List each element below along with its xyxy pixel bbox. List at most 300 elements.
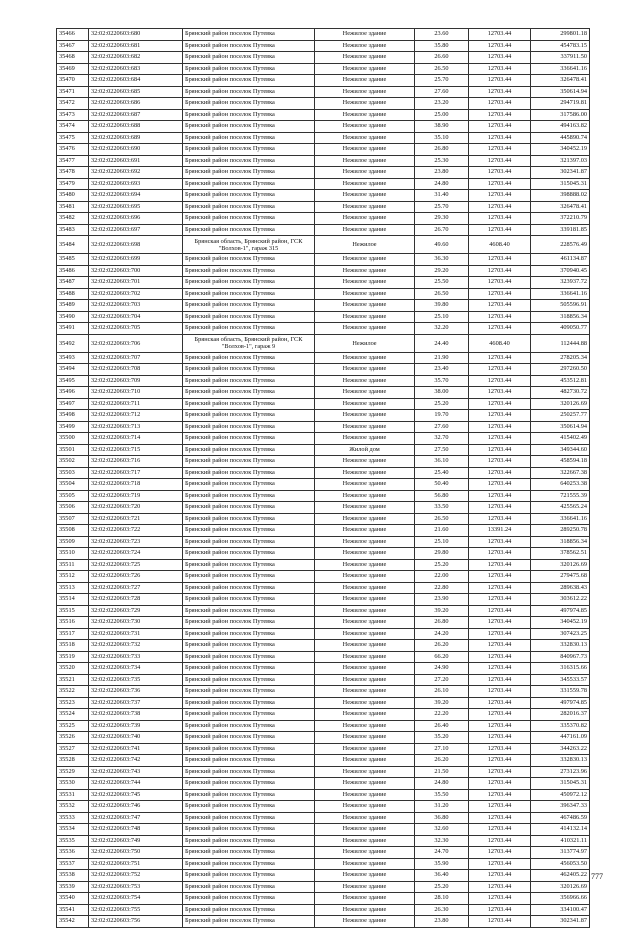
address-cell: Брянский район поселок Путевка xyxy=(183,789,315,801)
address-cell: Брянский район поселок Путевка xyxy=(183,375,315,387)
area-cell: 19.70 xyxy=(415,410,469,422)
object-type-cell: Нежилое здание xyxy=(315,364,415,376)
unit-value-cell: 12703.44 xyxy=(469,674,531,686)
object-type-cell: Нежилое здание xyxy=(315,132,415,144)
cadastral-value-cell: 640253.38 xyxy=(531,479,590,491)
row-number-cell: 35470 xyxy=(57,75,89,87)
cadastral-number-cell: 32:02:0220603:731 xyxy=(89,628,183,640)
row-number-cell: 35530 xyxy=(57,778,89,790)
unit-value-cell: 12703.44 xyxy=(469,98,531,110)
area-cell: 24.90 xyxy=(415,663,469,675)
cadastral-number-cell: 32:02:0220603:746 xyxy=(89,801,183,813)
cadastral-value-cell: 494163.82 xyxy=(531,121,590,133)
cadastral-number-cell: 32:02:0220603:730 xyxy=(89,617,183,629)
cadastral-value-cell: 320126.69 xyxy=(531,398,590,410)
address-cell: Брянский район поселок Путевка xyxy=(183,582,315,594)
unit-value-cell: 12703.44 xyxy=(469,605,531,617)
object-type-cell: Нежилое здание xyxy=(315,732,415,744)
address-cell: Брянский район поселок Путевка xyxy=(183,352,315,364)
area-cell: 32.20 xyxy=(415,323,469,335)
table-row xyxy=(57,433,590,445)
object-type-cell: Нежилое здание xyxy=(315,513,415,525)
row-number-cell: 35478 xyxy=(57,167,89,179)
table-row xyxy=(57,213,590,225)
table-row xyxy=(57,571,590,583)
object-type-cell: Нежилое здание xyxy=(315,398,415,410)
cadastral-value-cell: 350614.94 xyxy=(531,421,590,433)
address-cell: Брянский район поселок Путевка xyxy=(183,178,315,190)
address-cell: Брянский район поселок Путевка xyxy=(183,778,315,790)
object-type-cell: Нежилое здание xyxy=(315,190,415,202)
row-number-cell: 35523 xyxy=(57,697,89,709)
cadastral-value-cell: 445890.74 xyxy=(531,132,590,144)
table-row xyxy=(57,288,590,300)
address-cell: Брянский район поселок Путевка xyxy=(183,559,315,571)
cadastral-value-cell: 279475.68 xyxy=(531,571,590,583)
table-row xyxy=(57,858,590,870)
object-type-cell: Нежилое здание xyxy=(315,697,415,709)
table-row xyxy=(57,364,590,376)
area-cell: 24.20 xyxy=(415,628,469,640)
row-number-cell: 35472 xyxy=(57,98,89,110)
row-number-cell: 35538 xyxy=(57,870,89,882)
cadastral-value-cell: 378562.51 xyxy=(531,548,590,560)
cadastral-value-cell: 320126.69 xyxy=(531,559,590,571)
address-cell: Брянский район поселок Путевка xyxy=(183,288,315,300)
cadastral-value-table xyxy=(56,28,590,928)
unit-value-cell: 12703.44 xyxy=(469,213,531,225)
cadastral-number-cell: 32:02:0220603:743 xyxy=(89,766,183,778)
object-type-cell: Нежилое здание xyxy=(315,766,415,778)
cadastral-value-cell: 273123.96 xyxy=(531,766,590,778)
row-number-cell: 35504 xyxy=(57,479,89,491)
unit-value-cell: 12703.44 xyxy=(469,686,531,698)
table-row xyxy=(57,121,590,133)
cadastral-value-cell: 335370.82 xyxy=(531,720,590,732)
unit-value-cell: 12703.44 xyxy=(469,132,531,144)
table-row xyxy=(57,847,590,859)
unit-value-cell: 12703.44 xyxy=(469,881,531,893)
table-row xyxy=(57,178,590,190)
cadastral-value-cell: 313774.97 xyxy=(531,847,590,859)
cadastral-value-cell: 322667.38 xyxy=(531,467,590,479)
address-cell: Брянский район поселок Путевка xyxy=(183,201,315,213)
object-type-cell: Нежилое xyxy=(315,334,415,352)
cadastral-value-cell: 344263.22 xyxy=(531,743,590,755)
area-cell: 22.80 xyxy=(415,582,469,594)
row-number-cell: 35525 xyxy=(57,720,89,732)
table-row xyxy=(57,778,590,790)
area-cell: 26.40 xyxy=(415,720,469,732)
cadastral-value-cell: 299801.18 xyxy=(531,29,590,41)
area-cell: 56.80 xyxy=(415,490,469,502)
unit-value-cell: 12703.44 xyxy=(469,617,531,629)
object-type-cell: Нежилое здание xyxy=(315,628,415,640)
area-cell: 39.20 xyxy=(415,605,469,617)
object-type-cell: Нежилое xyxy=(315,236,415,254)
cadastral-value-cell: 250257.77 xyxy=(531,410,590,422)
cadastral-value-cell: 317586.00 xyxy=(531,109,590,121)
table-row xyxy=(57,311,590,323)
object-type-cell: Нежилое здание xyxy=(315,582,415,594)
cadastral-number-cell: 32:02:0220603:708 xyxy=(89,364,183,376)
address-cell: Брянский район поселок Путевка xyxy=(183,29,315,41)
area-cell: 31.20 xyxy=(415,801,469,813)
cadastral-number-cell: 32:02:0220603:722 xyxy=(89,525,183,537)
address-cell: Брянский район поселок Путевка xyxy=(183,893,315,905)
table-row xyxy=(57,640,590,652)
row-number-cell: 35537 xyxy=(57,858,89,870)
unit-value-cell: 12703.44 xyxy=(469,628,531,640)
object-type-cell: Нежилое здание xyxy=(315,277,415,289)
row-number-cell: 35535 xyxy=(57,835,89,847)
object-type-cell: Нежилое здание xyxy=(315,916,415,928)
cadastral-number-cell: 32:02:0220603:695 xyxy=(89,201,183,213)
cadastral-number-cell: 32:02:0220603:705 xyxy=(89,323,183,335)
unit-value-cell: 12703.44 xyxy=(469,732,531,744)
table-row xyxy=(57,190,590,202)
cadastral-number-cell: 32:02:0220603:700 xyxy=(89,265,183,277)
cadastral-value-cell: 497974.85 xyxy=(531,697,590,709)
row-number-cell: 35496 xyxy=(57,387,89,399)
cadastral-value-cell: 349344.60 xyxy=(531,444,590,456)
object-type-cell: Нежилое здание xyxy=(315,86,415,98)
address-cell: Брянский район поселок Путевка xyxy=(183,132,315,144)
address-cell: Брянский район поселок Путевка xyxy=(183,144,315,156)
unit-value-cell: 12703.44 xyxy=(469,720,531,732)
object-type-cell: Нежилое здание xyxy=(315,525,415,537)
cadastral-value-cell: 334100.47 xyxy=(531,904,590,916)
area-cell: 23.40 xyxy=(415,364,469,376)
unit-value-cell: 12703.44 xyxy=(469,490,531,502)
cadastral-number-cell: 32:02:0220603:720 xyxy=(89,502,183,514)
unit-value-cell: 12703.44 xyxy=(469,893,531,905)
row-number-cell: 35492 xyxy=(57,334,89,352)
unit-value-cell: 12703.44 xyxy=(469,536,531,548)
table-row xyxy=(57,709,590,721)
object-type-cell: Нежилое здание xyxy=(315,502,415,514)
object-type-cell: Нежилое здание xyxy=(315,743,415,755)
row-number-cell: 35490 xyxy=(57,311,89,323)
address-cell: Брянский район поселок Путевка xyxy=(183,190,315,202)
row-number-cell: 35477 xyxy=(57,155,89,167)
table-row xyxy=(57,265,590,277)
address-cell: Брянский район поселок Путевка xyxy=(183,835,315,847)
table-row xyxy=(57,201,590,213)
cadastral-value-cell: 840967.73 xyxy=(531,651,590,663)
unit-value-cell: 12703.44 xyxy=(469,594,531,606)
area-cell: 26.20 xyxy=(415,640,469,652)
cadastral-number-cell: 32:02:0220603:725 xyxy=(89,559,183,571)
address-cell: Брянский район поселок Путевка xyxy=(183,628,315,640)
object-type-cell: Нежилое здание xyxy=(315,778,415,790)
unit-value-cell: 12703.44 xyxy=(469,410,531,422)
cadastral-number-cell: 32:02:0220603:682 xyxy=(89,52,183,64)
address-cell: Брянский район поселок Путевка xyxy=(183,502,315,514)
unit-value-cell: 12703.44 xyxy=(469,548,531,560)
cadastral-value-cell: 294719.81 xyxy=(531,98,590,110)
cadastral-value-cell: 415402.49 xyxy=(531,433,590,445)
cadastral-number-cell: 32:02:0220603:719 xyxy=(89,490,183,502)
area-cell: 24.70 xyxy=(415,847,469,859)
unit-value-cell: 12703.44 xyxy=(469,288,531,300)
address-cell: Брянский район поселок Путевка xyxy=(183,766,315,778)
cadastral-value-cell: 289250.78 xyxy=(531,525,590,537)
area-cell: 26.80 xyxy=(415,617,469,629)
object-type-cell: Нежилое здание xyxy=(315,789,415,801)
area-cell: 25.10 xyxy=(415,536,469,548)
table-row xyxy=(57,490,590,502)
cadastral-number-cell: 32:02:0220603:721 xyxy=(89,513,183,525)
cadastral-value-cell: 450972.12 xyxy=(531,789,590,801)
address-cell: Брянский район поселок Путевка xyxy=(183,881,315,893)
cadastral-number-cell: 32:02:0220603:715 xyxy=(89,444,183,456)
table-row xyxy=(57,300,590,312)
area-cell: 27.20 xyxy=(415,674,469,686)
cadastral-number-cell: 32:02:0220603:712 xyxy=(89,410,183,422)
area-cell: 26.50 xyxy=(415,63,469,75)
cadastral-number-cell: 32:02:0220603:680 xyxy=(89,29,183,41)
area-cell: 32.70 xyxy=(415,433,469,445)
row-number-cell: 35485 xyxy=(57,254,89,266)
address-cell: Брянский район поселок Путевка xyxy=(183,847,315,859)
area-cell: 27.60 xyxy=(415,421,469,433)
table-row xyxy=(57,375,590,387)
unit-value-cell: 12703.44 xyxy=(469,178,531,190)
unit-value-cell: 12703.44 xyxy=(469,323,531,335)
address-cell: Брянский район поселок Путевка xyxy=(183,686,315,698)
object-type-cell: Нежилое здание xyxy=(315,167,415,179)
cadastral-value-cell: 461134.87 xyxy=(531,254,590,266)
table-row xyxy=(57,109,590,121)
table-row xyxy=(57,548,590,560)
address-cell: Брянская область, Брянский район, ГСК "Волхов-1", гараж 9 xyxy=(183,334,315,352)
table-row xyxy=(57,686,590,698)
cadastral-number-cell: 32:02:0220603:756 xyxy=(89,916,183,928)
cadastral-number-cell: 32:02:0220603:747 xyxy=(89,812,183,824)
unit-value-cell: 12703.44 xyxy=(469,663,531,675)
cadastral-number-cell: 32:02:0220603:732 xyxy=(89,640,183,652)
table-row xyxy=(57,835,590,847)
row-number-cell: 35527 xyxy=(57,743,89,755)
row-number-cell: 35519 xyxy=(57,651,89,663)
unit-value-cell: 12703.44 xyxy=(469,421,531,433)
unit-value-cell: 12703.44 xyxy=(469,904,531,916)
address-cell: Брянский район поселок Путевка xyxy=(183,387,315,399)
area-cell: 31.40 xyxy=(415,190,469,202)
cadastral-number-cell: 32:02:0220603:697 xyxy=(89,224,183,236)
object-type-cell: Нежилое здание xyxy=(315,201,415,213)
address-cell: Брянский район поселок Путевка xyxy=(183,364,315,376)
object-type-cell: Нежилое здание xyxy=(315,870,415,882)
address-cell: Брянский район поселок Путевка xyxy=(183,265,315,277)
object-type-cell: Нежилое здание xyxy=(315,755,415,767)
address-cell: Брянский район поселок Путевка xyxy=(183,605,315,617)
row-number-cell: 35474 xyxy=(57,121,89,133)
address-cell: Брянский район поселок Путевка xyxy=(183,858,315,870)
unit-value-cell: 12703.44 xyxy=(469,709,531,721)
cadastral-number-cell: 32:02:0220603:718 xyxy=(89,479,183,491)
area-cell: 28.10 xyxy=(415,893,469,905)
cadastral-value-cell: 458594.18 xyxy=(531,456,590,468)
area-cell: 23.20 xyxy=(415,98,469,110)
object-type-cell: Нежилое здание xyxy=(315,571,415,583)
area-cell: 35.70 xyxy=(415,375,469,387)
table-row xyxy=(57,467,590,479)
area-cell: 26.50 xyxy=(415,513,469,525)
area-cell: 29.20 xyxy=(415,265,469,277)
address-cell: Брянский район поселок Путевка xyxy=(183,479,315,491)
address-cell: Брянский район поселок Путевка xyxy=(183,870,315,882)
unit-value-cell: 12703.44 xyxy=(469,375,531,387)
row-number-cell: 35481 xyxy=(57,201,89,213)
cadastral-number-cell: 32:02:0220603:701 xyxy=(89,277,183,289)
object-type-cell: Нежилое здание xyxy=(315,213,415,225)
unit-value-cell: 12703.44 xyxy=(469,224,531,236)
row-number-cell: 35528 xyxy=(57,755,89,767)
cadastral-value-cell: 336641.16 xyxy=(531,288,590,300)
unit-value-cell: 12703.44 xyxy=(469,121,531,133)
area-cell: 25.30 xyxy=(415,155,469,167)
cadastral-value-cell: 425565.24 xyxy=(531,502,590,514)
unit-value-cell: 12703.44 xyxy=(469,479,531,491)
cadastral-value-cell: 336641.16 xyxy=(531,513,590,525)
unit-value-cell: 12703.44 xyxy=(469,52,531,64)
area-cell: 35.90 xyxy=(415,858,469,870)
row-number-cell: 35531 xyxy=(57,789,89,801)
row-number-cell: 35473 xyxy=(57,109,89,121)
row-number-cell: 35517 xyxy=(57,628,89,640)
table-row xyxy=(57,387,590,399)
row-number-cell: 35500 xyxy=(57,433,89,445)
unit-value-cell: 12703.44 xyxy=(469,456,531,468)
address-cell: Брянский район поселок Путевка xyxy=(183,812,315,824)
unit-value-cell: 4608.40 xyxy=(469,334,531,352)
row-number-cell: 35542 xyxy=(57,916,89,928)
area-cell: 23.80 xyxy=(415,167,469,179)
object-type-cell: Нежилое здание xyxy=(315,155,415,167)
table-row xyxy=(57,410,590,422)
cadastral-number-cell: 32:02:0220603:717 xyxy=(89,467,183,479)
area-cell: 26.70 xyxy=(415,224,469,236)
cadastral-number-cell: 32:02:0220603:734 xyxy=(89,663,183,675)
row-number-cell: 35479 xyxy=(57,178,89,190)
row-number-cell: 35529 xyxy=(57,766,89,778)
object-type-cell: Нежилое здание xyxy=(315,893,415,905)
row-number-cell: 35534 xyxy=(57,824,89,836)
unit-value-cell: 12703.44 xyxy=(469,513,531,525)
area-cell: 26.30 xyxy=(415,904,469,916)
object-type-cell: Нежилое здание xyxy=(315,40,415,52)
cadastral-number-cell: 32:02:0220603:753 xyxy=(89,881,183,893)
row-number-cell: 35488 xyxy=(57,288,89,300)
object-type-cell: Нежилое здание xyxy=(315,410,415,422)
row-number-cell: 35482 xyxy=(57,213,89,225)
area-cell: 24.80 xyxy=(415,178,469,190)
address-cell: Брянский район поселок Путевка xyxy=(183,98,315,110)
address-cell: Брянский район поселок Путевка xyxy=(183,213,315,225)
unit-value-cell: 12703.44 xyxy=(469,254,531,266)
address-cell: Брянский район поселок Путевка xyxy=(183,594,315,606)
object-type-cell: Нежилое здание xyxy=(315,824,415,836)
unit-value-cell: 12703.44 xyxy=(469,582,531,594)
row-number-cell: 35486 xyxy=(57,265,89,277)
cadastral-value-cell: 356966.66 xyxy=(531,893,590,905)
cadastral-value-cell: 340452.19 xyxy=(531,617,590,629)
cadastral-value-cell: 315045.31 xyxy=(531,178,590,190)
object-type-cell: Нежилое здание xyxy=(315,144,415,156)
object-type-cell: Нежилое здание xyxy=(315,98,415,110)
cadastral-value-cell: 454783.15 xyxy=(531,40,590,52)
object-type-cell: Нежилое здание xyxy=(315,352,415,364)
area-cell: 23.80 xyxy=(415,916,469,928)
row-number-cell: 35505 xyxy=(57,490,89,502)
area-cell: 21.60 xyxy=(415,525,469,537)
area-cell: 49.60 xyxy=(415,236,469,254)
cadastral-number-cell: 32:02:0220603:738 xyxy=(89,709,183,721)
unit-value-cell: 12703.44 xyxy=(469,640,531,652)
row-number-cell: 35494 xyxy=(57,364,89,376)
address-cell: Брянский район поселок Путевка xyxy=(183,490,315,502)
area-cell: 23.60 xyxy=(415,29,469,41)
cadastral-value-cell: 302341.87 xyxy=(531,916,590,928)
table-row xyxy=(57,789,590,801)
cadastral-number-cell: 32:02:0220603:739 xyxy=(89,720,183,732)
row-number-cell: 35498 xyxy=(57,410,89,422)
row-number-cell: 35483 xyxy=(57,224,89,236)
object-type-cell: Нежилое здание xyxy=(315,265,415,277)
object-type-cell: Нежилое здание xyxy=(315,640,415,652)
address-cell: Брянский район поселок Путевка xyxy=(183,254,315,266)
area-cell: 25.10 xyxy=(415,311,469,323)
object-type-cell: Нежилое здание xyxy=(315,674,415,686)
address-cell: Брянский район поселок Путевка xyxy=(183,525,315,537)
object-type-cell: Нежилое здание xyxy=(315,29,415,41)
cadastral-value-cell: 350614.94 xyxy=(531,86,590,98)
cadastral-value-cell: 409050.77 xyxy=(531,323,590,335)
address-cell: Брянский район поселок Путевка xyxy=(183,640,315,652)
address-cell: Брянский район поселок Путевка xyxy=(183,709,315,721)
area-cell: 33.50 xyxy=(415,502,469,514)
object-type-cell: Нежилое здание xyxy=(315,421,415,433)
area-cell: 25.20 xyxy=(415,398,469,410)
unit-value-cell: 12703.44 xyxy=(469,311,531,323)
table-row xyxy=(57,732,590,744)
table-row xyxy=(57,525,590,537)
address-cell: Брянский район поселок Путевка xyxy=(183,109,315,121)
row-number-cell: 35466 xyxy=(57,29,89,41)
row-number-cell: 35522 xyxy=(57,686,89,698)
address-cell: Брянский район поселок Путевка xyxy=(183,720,315,732)
object-type-cell: Нежилое здание xyxy=(315,300,415,312)
row-number-cell: 35521 xyxy=(57,674,89,686)
cadastral-number-cell: 32:02:0220603:696 xyxy=(89,213,183,225)
area-cell: 38.90 xyxy=(415,121,469,133)
object-type-cell: Нежилое здание xyxy=(315,490,415,502)
address-cell: Брянский район поселок Путевка xyxy=(183,40,315,52)
table-row xyxy=(57,352,590,364)
address-cell: Брянский район поселок Путевка xyxy=(183,916,315,928)
address-cell: Брянский район поселок Путевка xyxy=(183,617,315,629)
table-row xyxy=(57,52,590,64)
cadastral-number-cell: 32:02:0220603:704 xyxy=(89,311,183,323)
cadastral-number-cell: 32:02:0220603:750 xyxy=(89,847,183,859)
cadastral-number-cell: 32:02:0220603:687 xyxy=(89,109,183,121)
unit-value-cell: 12703.44 xyxy=(469,571,531,583)
area-cell: 25.70 xyxy=(415,75,469,87)
unit-value-cell: 12703.44 xyxy=(469,651,531,663)
cadastral-value-cell: 315045.31 xyxy=(531,778,590,790)
